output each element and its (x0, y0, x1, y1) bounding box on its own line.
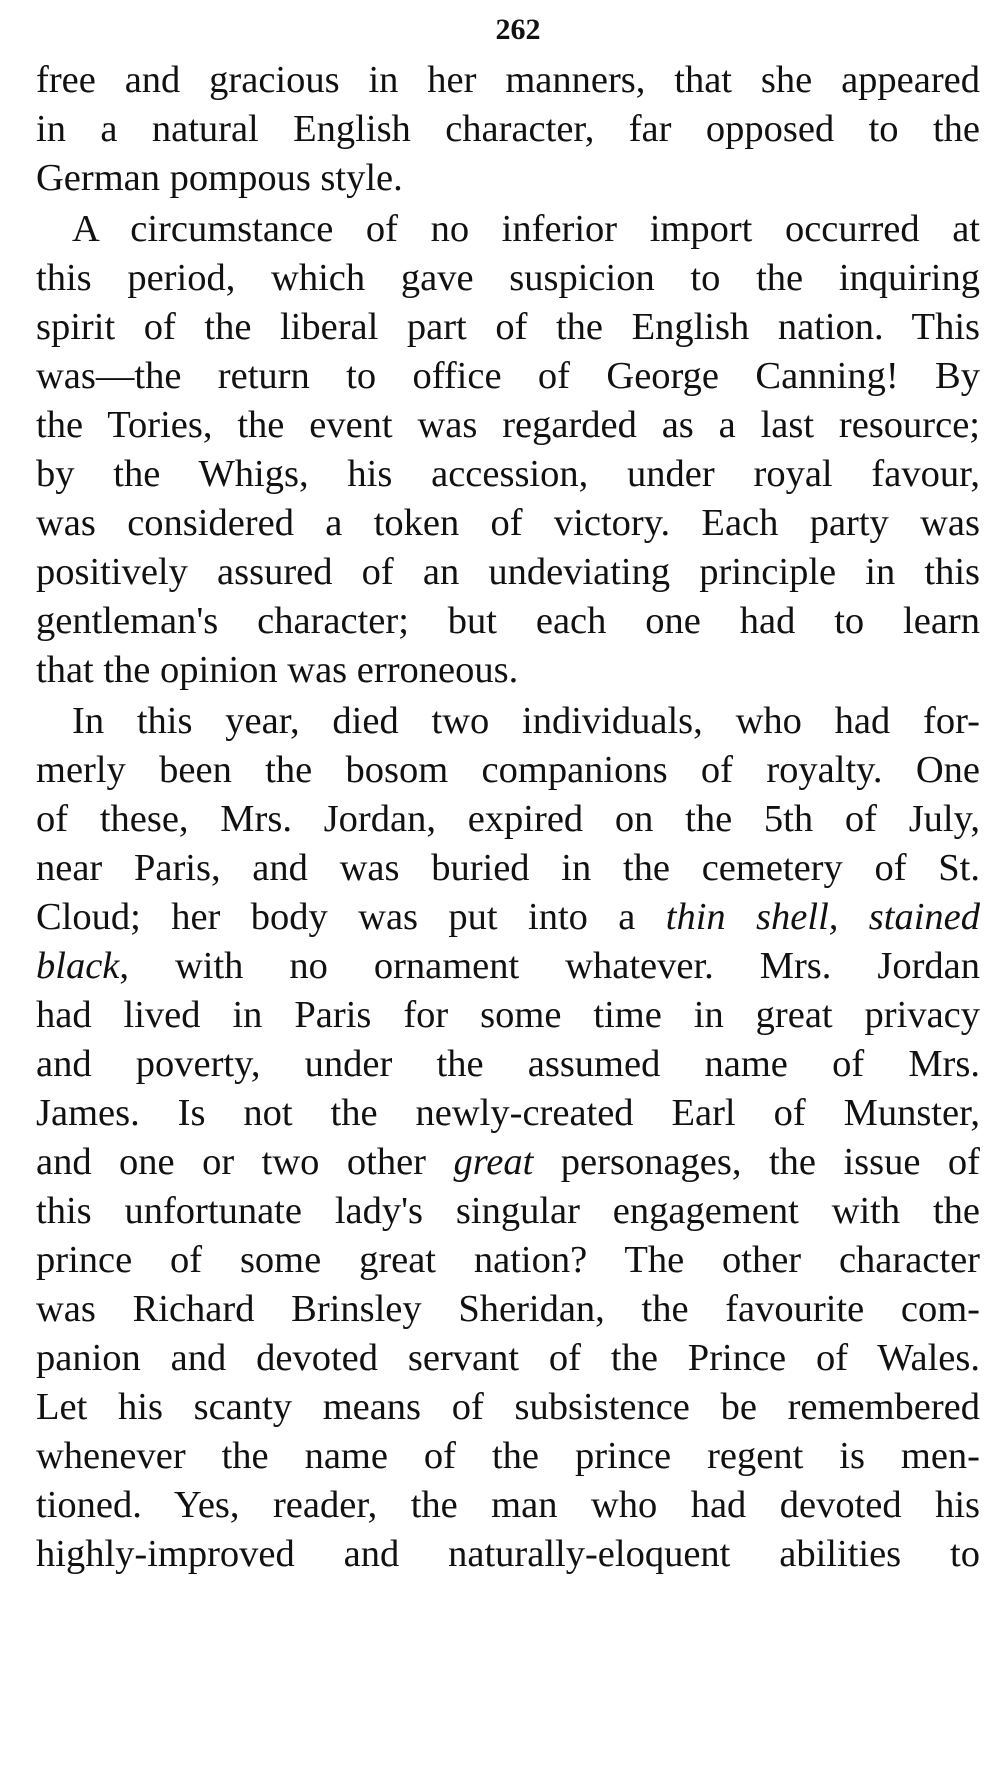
paragraph-2 (36, 205, 980, 695)
text-line (36, 942, 980, 991)
text-line: free and gracious in her manners, that she appeared (36, 59, 980, 101)
italic-text: great (453, 1141, 534, 1183)
text-line: and poverty, under the assumed name of Mrs. (36, 1043, 980, 1085)
text-run: and one or two other (36, 1141, 454, 1183)
text-line: tioned. Yes, reader, the man who had devoted his (36, 1484, 980, 1526)
page-number: 262 (495, 13, 541, 46)
text-line: near Paris, and was buried in the cemetery of St. (36, 847, 980, 889)
text-line: highly-improved and naturally-eloquent abilities to (36, 1533, 980, 1575)
text-line: in a natural English character, far opposed to the (36, 108, 980, 150)
paragraph-3 (36, 697, 980, 1579)
text-line: was Richard Brinsley Sheridan, the favourite com- (36, 1288, 980, 1330)
text-line: the Tories, the event was regarded as a last resource; (36, 404, 980, 446)
text-line: by the Whigs, his accession, under royal favour, (36, 453, 980, 495)
text-line: this period, which gave suspicion to the inquiring (36, 257, 980, 299)
text-line: that the opinion was erroneous. (36, 649, 519, 691)
text-line: German pompous style. (36, 157, 403, 199)
text-line: panion and devoted servant of the Prince of Wales. (36, 1337, 980, 1379)
text-line: prince of some great nation? The other character (36, 1239, 980, 1281)
text-line: gentleman's character; but each one had to learn (36, 600, 980, 642)
text-run: personages, the issue of (533, 1141, 981, 1183)
text-line: positively assured of an undeviating principle in this (36, 551, 980, 593)
text-line: of these, Mrs. Jordan, expired on the 5th of July, (36, 798, 980, 840)
text-line: was considered a token of victory. Each party was (36, 502, 980, 544)
text-line: A circumstance of no inferior import occurred at (72, 208, 980, 250)
text-run: , with no ornament whatever. Mrs. Jordan (119, 945, 980, 987)
text-line: James. Is not the newly-created Earl of Munster, (36, 1092, 980, 1134)
text-line: had lived in Paris for some time in great privacy (36, 994, 980, 1036)
paragraph-1 (36, 56, 980, 203)
text-line: spirit of the liberal part of the English nation. This (36, 306, 980, 348)
italic-text: thin shell, stained (665, 896, 980, 938)
italic-text: black (36, 945, 120, 987)
text-line: merly been the bosom companions of royalty. One (36, 749, 980, 791)
body-text (36, 56, 980, 1579)
text-line (36, 1138, 980, 1187)
text-line: Let his scanty means of subsistence be remembered (36, 1386, 980, 1428)
text-run: Cloud; her body was put into a (36, 896, 666, 938)
text-line: was—the return to office of George Canning! By (36, 355, 980, 397)
text-line: In this year, died two individuals, who had for- (72, 700, 980, 742)
text-line: whenever the name of the prince regent is men- (36, 1435, 980, 1477)
book-page (36, 10, 980, 1760)
text-line: this unfortunate lady's singular engagement with the (36, 1190, 980, 1232)
text-line (36, 893, 980, 942)
